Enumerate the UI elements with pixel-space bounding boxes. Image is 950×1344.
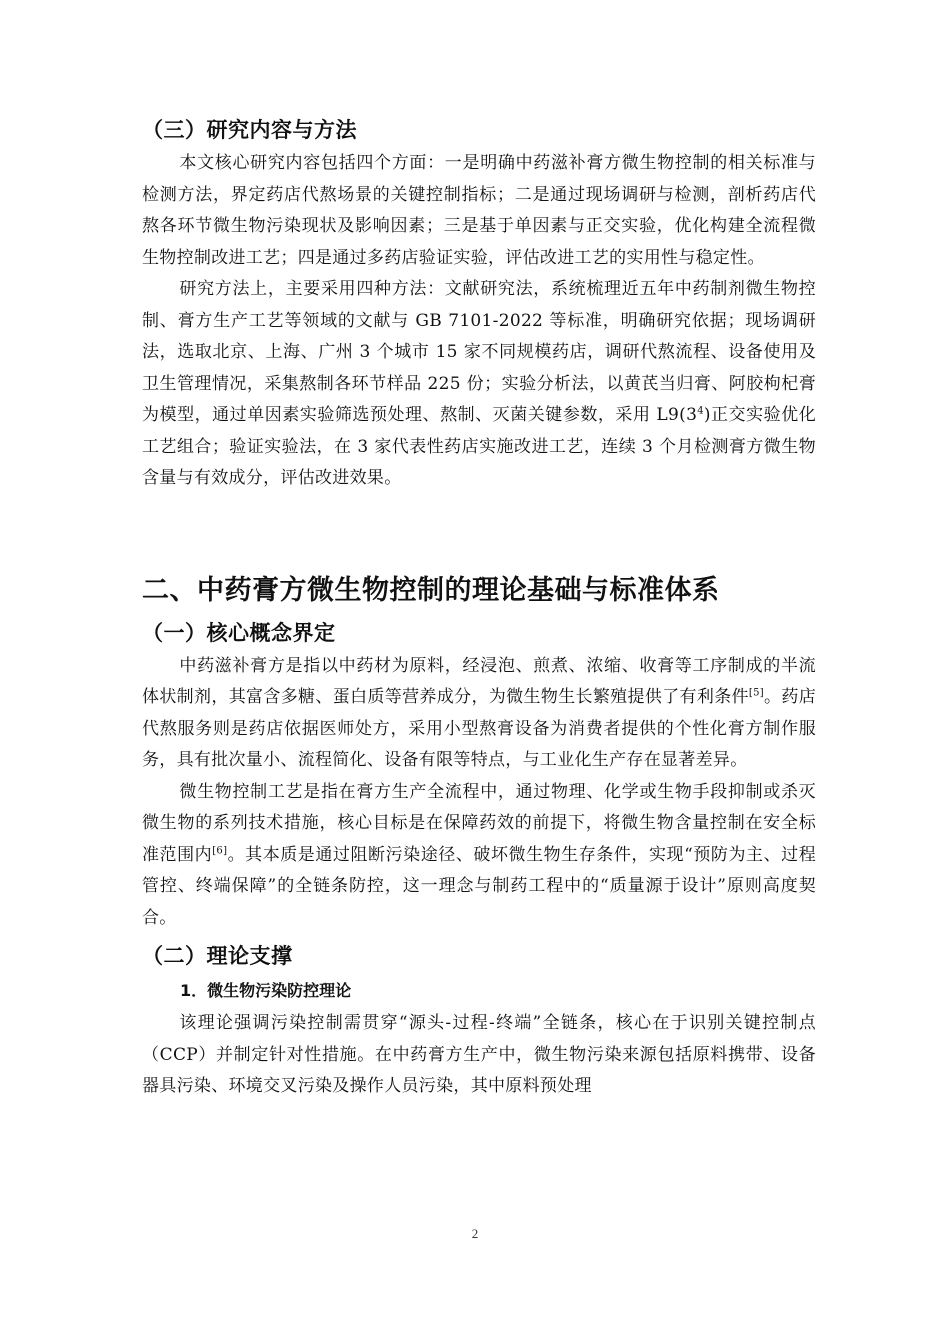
paragraph-text: 中药滋补膏方是指以中药材为原料，经浸泡、煎煮、浓缩、收膏等工序制成的半流体状制剂，其富含多糖、蛋白质等营养成分，为微生物生长繁殖提供了有利条件 [142, 655, 816, 707]
section-heading-core-concepts: （一）核心概念界定 [142, 620, 336, 645]
paragraph-text: 研究方法上，主要采用四种方法：文献研究法，系统梳理近五年中药制剂微生物控制、膏方生产工艺等领域的文献与 GB 7101-2022 等标准，明确研究依据；现场调研法，选取北京、上海、广州 3 个城市 15 家不同规模药店，调研代熬流程、设备使用及卫生管理情况，采集熬制各环节样品 225 份；实验分析法，以黄芪当归膏、阿胶枸杞膏为模型，通过单因素实验筛选预处理、熬制、灭菌关键参数，采用 L9(3 [142, 279, 816, 425]
paragraph-text: 。其本质是通过阻断污染途径、破坏微生物生存条件，实现“预防为主、过程管控、终端保障”的全链条防控，这一理念与制药工程中的“质量源于设计”原则高度契合。 [142, 844, 816, 928]
paragraph [142, 777, 816, 935]
paragraph-text: )正交实验优化工艺组合；验证实验法，在 3 家代表性药店实施改进工艺，连续 3 个月检测膏方微生物含量与有效成分，评估改进效果。 [142, 405, 816, 488]
section-heading-research-content: （三）研究内容与方法 [142, 118, 357, 142]
chapter-heading: 二、中药膏方微生物控制的理论基础与标准体系 [142, 574, 720, 606]
paragraph: 本文核心研究内容包括四个方面：一是明确中药滋补膏方微生物控制的相关标准与检测方法，界定药店代熬场景的关键控制指标；二是通过现场调研与检测，剖析药店代熬各环节微生物污染现状及影响因素；三是基于单因素与正交实验，优化构建全流程微生物控制改进工艺；四是通过多药店验证实验，评估改进工艺的实用性与稳定性。 [142, 153, 816, 268]
section-spacer [142, 495, 816, 567]
citation-ref: [5] [748, 687, 764, 699]
page-number: 2 [471, 1226, 479, 1241]
subsection-heading: 1．微生物污染防控理论 [180, 981, 352, 1000]
section-heading-theory: （二）理论支撑 [142, 944, 293, 968]
paragraph: 该理论强调污染控制需贯穿“源头-过程-终端”全链条，核心在于识别关键控制点（CCP）并制定针对性措施。在中药膏方生产中，微生物污染来源包括原料携带、设备器具污染、环境交叉污染及操作人员污染，其中原料预处理 [142, 1013, 816, 1096]
citation-ref: [6] [212, 844, 228, 856]
superscript-exponent: 4 [697, 405, 704, 417]
page-content [142, 112, 816, 1103]
paragraph [142, 651, 816, 777]
paragraph-text: 。药店代熬服务则是药店依据医师处方，采用小型熬膏设备为消费者提供的个性化膏方制作服务，具有批次量小、流程简化、设备有限等特点，与工业化生产存在显著差异。 [142, 687, 817, 770]
paragraph-text: 微生物控制工艺是指在膏方生产全流程中，通过物理、化学或生物手段抑制或杀灭微生物的系列技术措施，核心目标是在保障药效的前提下，将微生物含量控制在安全标准范围内 [142, 781, 816, 865]
paragraph [142, 274, 816, 495]
